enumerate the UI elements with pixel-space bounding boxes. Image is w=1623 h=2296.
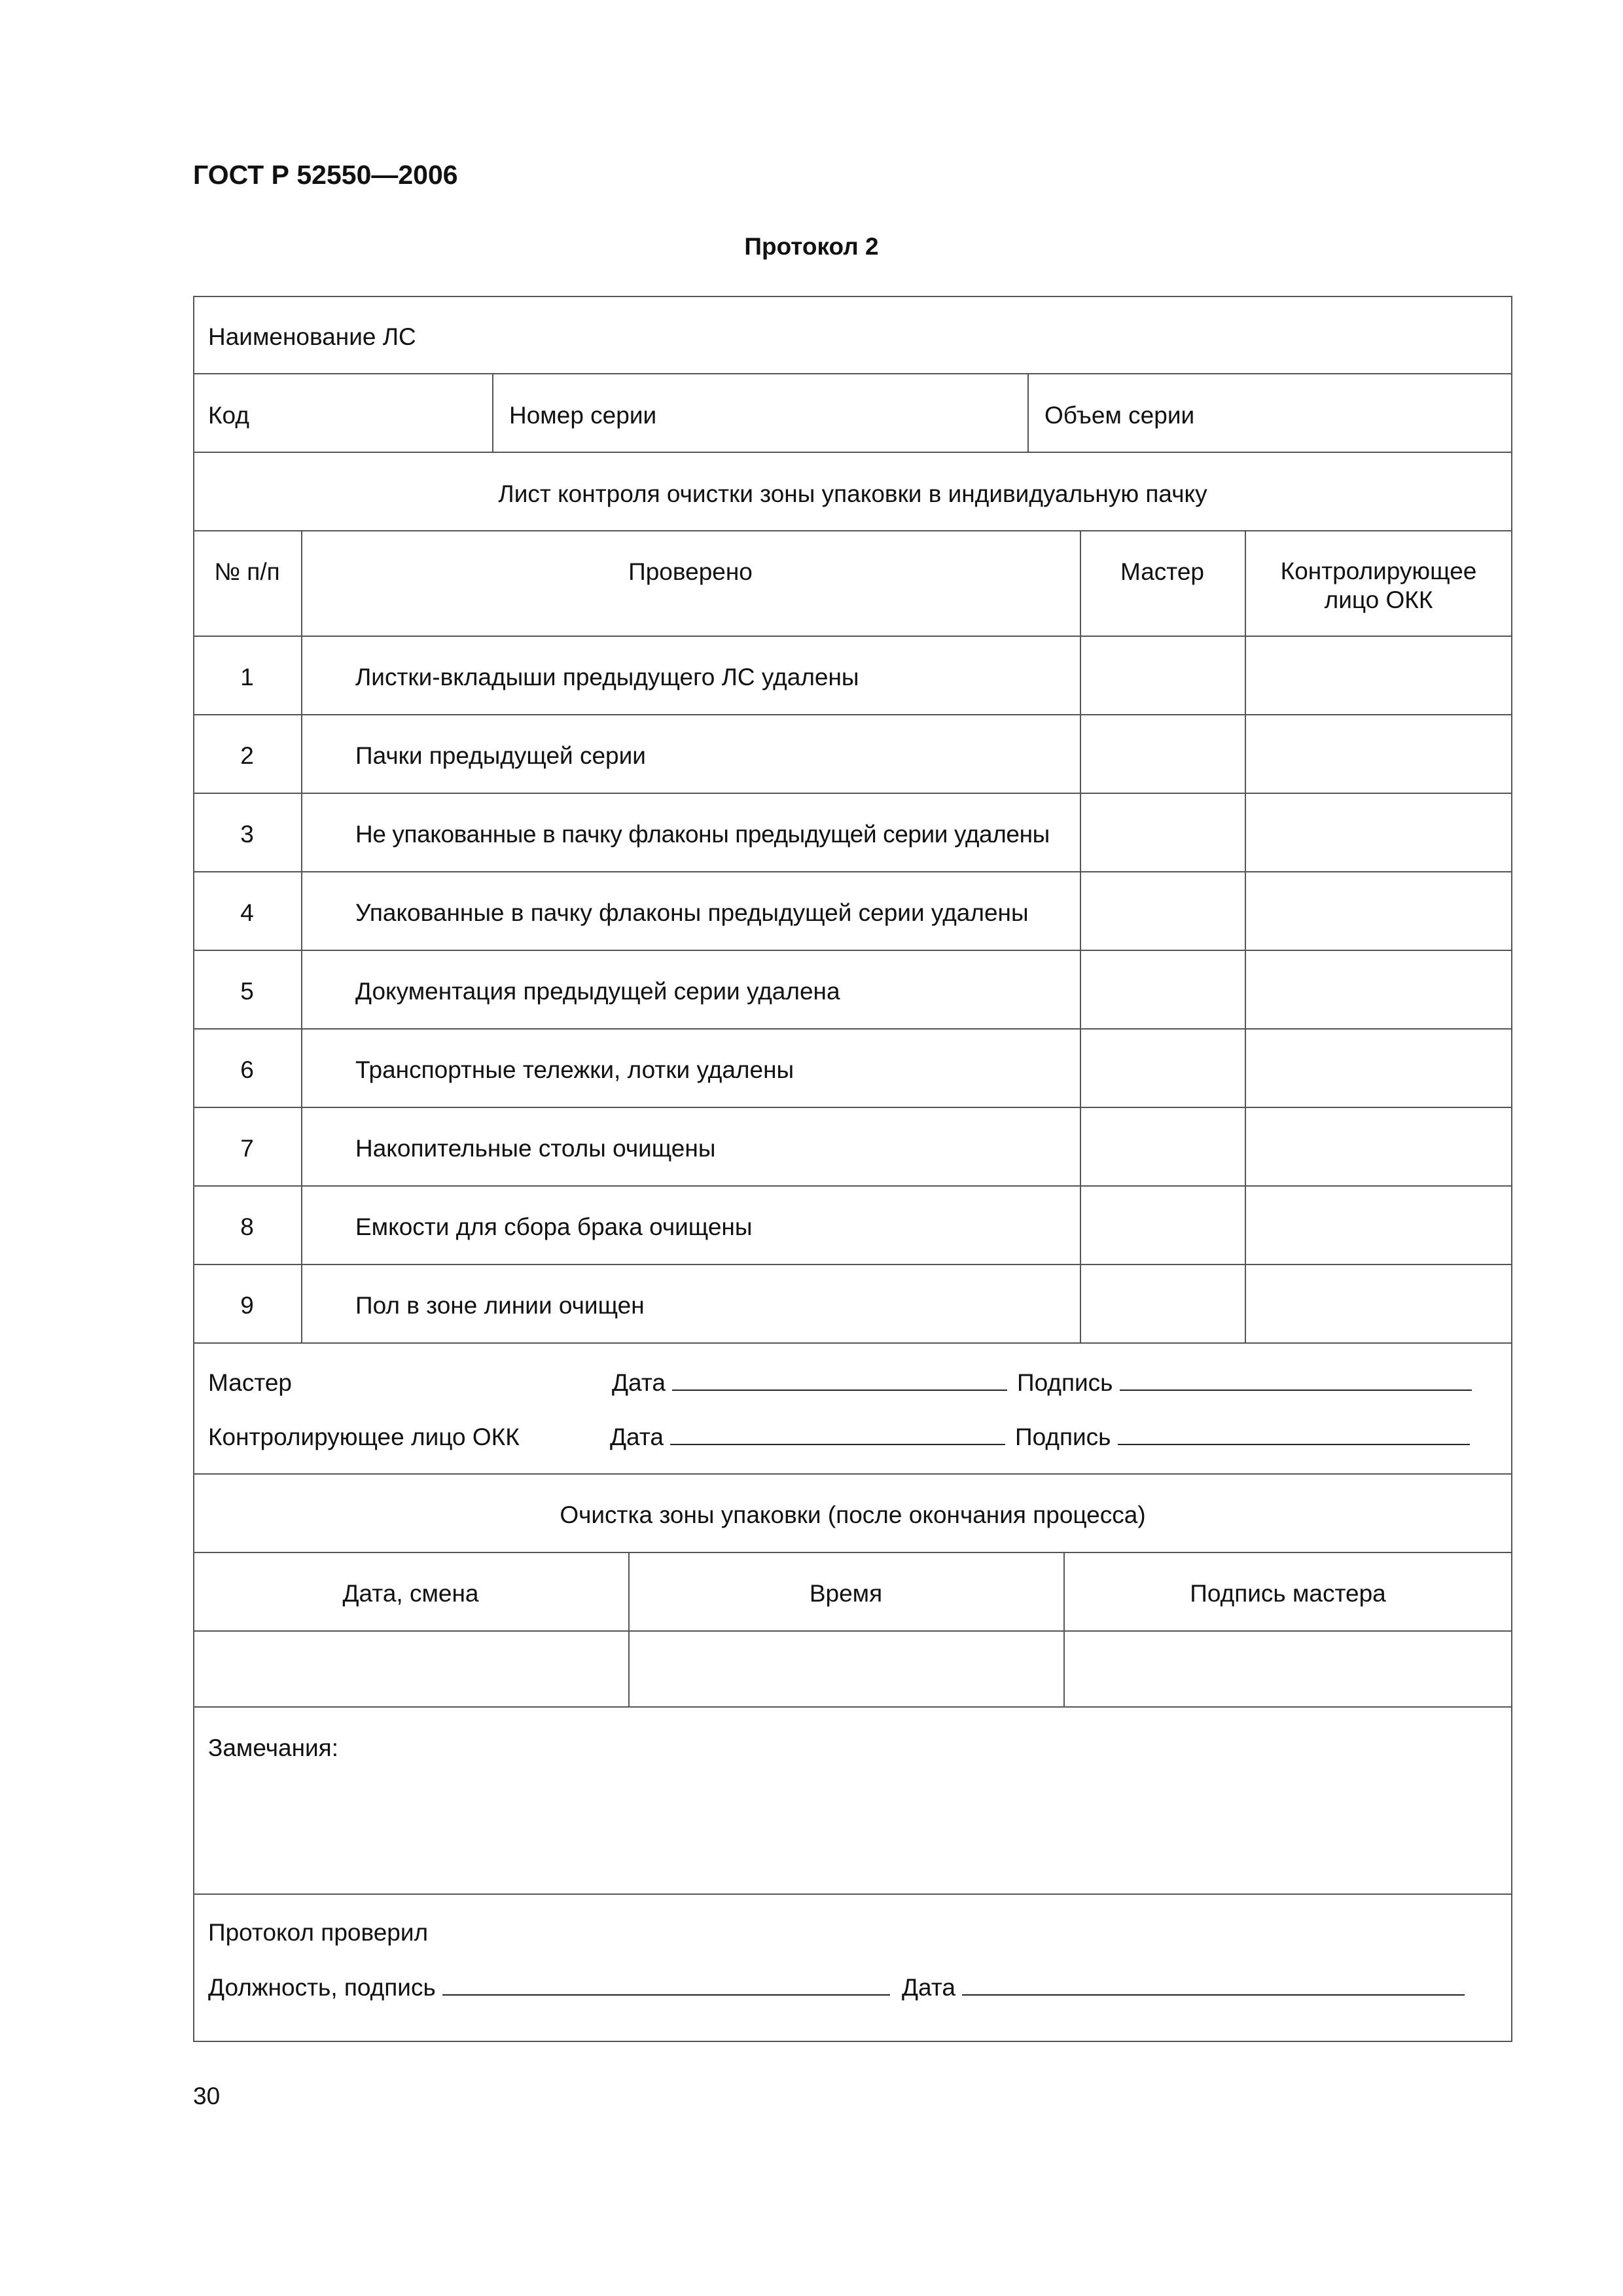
date-label: Дата (610, 1424, 664, 1450)
date-blank-line (672, 1370, 1007, 1391)
checklist-item: Емкости для сбора брака очищены (355, 1213, 753, 1240)
column-header-num: № п/п (214, 558, 280, 585)
checklist-item: Не упакованные в пачку флаконы предыдущей серии удалены (355, 821, 1050, 848)
sign-label: Подпись (1015, 1424, 1111, 1450)
grid-line (1080, 530, 1081, 1342)
grid-line (193, 793, 1512, 794)
grid-line (1027, 373, 1029, 452)
checklist-item: Пол в зоне линии очищен (355, 1292, 645, 1319)
verification-title: Протокол проверил (208, 1919, 429, 1946)
grid-line (193, 1185, 1512, 1187)
column-header-master: Мастер (1120, 558, 1204, 585)
product-name-label: Наименование ЛС (208, 323, 416, 350)
sign-label: Подпись (1017, 1369, 1113, 1396)
row-number: 8 (240, 1213, 254, 1240)
master-signature-field (1017, 1369, 1472, 1397)
date-label: Дата (612, 1369, 666, 1396)
column-header-date-shift: Дата, смена (342, 1580, 479, 1607)
cleaning-title: Очистка зоны упаковки (после окончания процесса) (560, 1501, 1146, 1528)
grid-line (193, 636, 1512, 637)
controller-signature-field (1015, 1424, 1470, 1451)
column-header-controller: Контролирующее (1280, 558, 1477, 584)
grid-line (193, 1107, 1512, 1108)
remarks-label: Замечания: (208, 1734, 338, 1761)
row-number: 1 (240, 664, 254, 691)
document-id: ГОСТ Р 52550—2006 (193, 160, 458, 190)
checklist-title: Лист контроля очистки зоны упаковки в индивидуальную пачку (498, 480, 1207, 507)
controller-date-field (610, 1424, 1005, 1451)
checklist-item: Накопительные столы очищены (355, 1135, 716, 1162)
code-label: Код (208, 402, 249, 429)
row-number: 9 (240, 1292, 254, 1319)
grid-line (492, 373, 493, 452)
row-number: 3 (240, 821, 254, 848)
signature-blank-line (1120, 1370, 1472, 1391)
grid-line (193, 452, 1512, 453)
grid-line (193, 1473, 1512, 1475)
protocol-title: Протокол 2 (744, 233, 879, 260)
grid-line (193, 530, 1512, 531)
column-header-time: Время (809, 1580, 883, 1607)
position-sign-label: Должность, подпись (208, 1974, 436, 2001)
grid-line (193, 714, 1512, 715)
grid-line (301, 530, 302, 1342)
grid-line (628, 1552, 630, 1706)
verification-date-field (902, 1974, 1465, 2001)
grid-line (193, 950, 1512, 951)
position-signature-field (208, 1974, 890, 2001)
grid-line (193, 1552, 1512, 1553)
checklist-item: Транспортные тележки, лотки удалены (355, 1056, 794, 1083)
master-date-field (612, 1369, 1007, 1397)
grid-line (193, 1630, 1512, 1632)
controller-sign-label: Контролирующее лицо ОКК (208, 1424, 520, 1450)
row-number: 2 (240, 742, 254, 769)
batch-number-label: Номер серии (509, 402, 657, 429)
signature-blank-line (442, 1975, 890, 1996)
row-number: 5 (240, 978, 254, 1005)
row-number: 6 (240, 1056, 254, 1083)
date-blank-line (670, 1424, 1005, 1445)
checklist-item: Листки-вкладыши предыдущего ЛС удалены (355, 664, 859, 691)
grid-line (193, 1264, 1512, 1265)
grid-line (1245, 530, 1246, 1342)
grid-line (193, 1342, 1512, 1344)
row-number: 4 (240, 899, 254, 926)
checklist-item: Упакованные в пачку флаконы предыдущей серии удалены (355, 899, 1029, 926)
batch-volume-label: Объем серии (1044, 402, 1195, 429)
column-header-controller-line2: лицо ОКК (1324, 586, 1433, 613)
checklist-item: Документация предыдущей серии удалена (355, 978, 840, 1005)
row-number: 7 (240, 1135, 254, 1162)
column-header-checked: Проверено (628, 558, 753, 585)
grid-line (193, 871, 1512, 872)
grid-line (193, 1706, 1512, 1708)
column-header-master-sign: Подпись мастера (1190, 1580, 1386, 1607)
master-sign-label: Мастер (208, 1369, 293, 1396)
date-blank-line (962, 1975, 1465, 1996)
grid-line (193, 1028, 1512, 1030)
grid-line (1063, 1552, 1065, 1706)
grid-line (193, 1893, 1512, 1895)
checklist-item: Пачки предыдущей серии (355, 742, 646, 769)
page-number: 30 (193, 2083, 221, 2109)
date-label: Дата (902, 1974, 955, 2001)
signature-blank-line (1118, 1424, 1470, 1445)
grid-line (193, 373, 1512, 374)
